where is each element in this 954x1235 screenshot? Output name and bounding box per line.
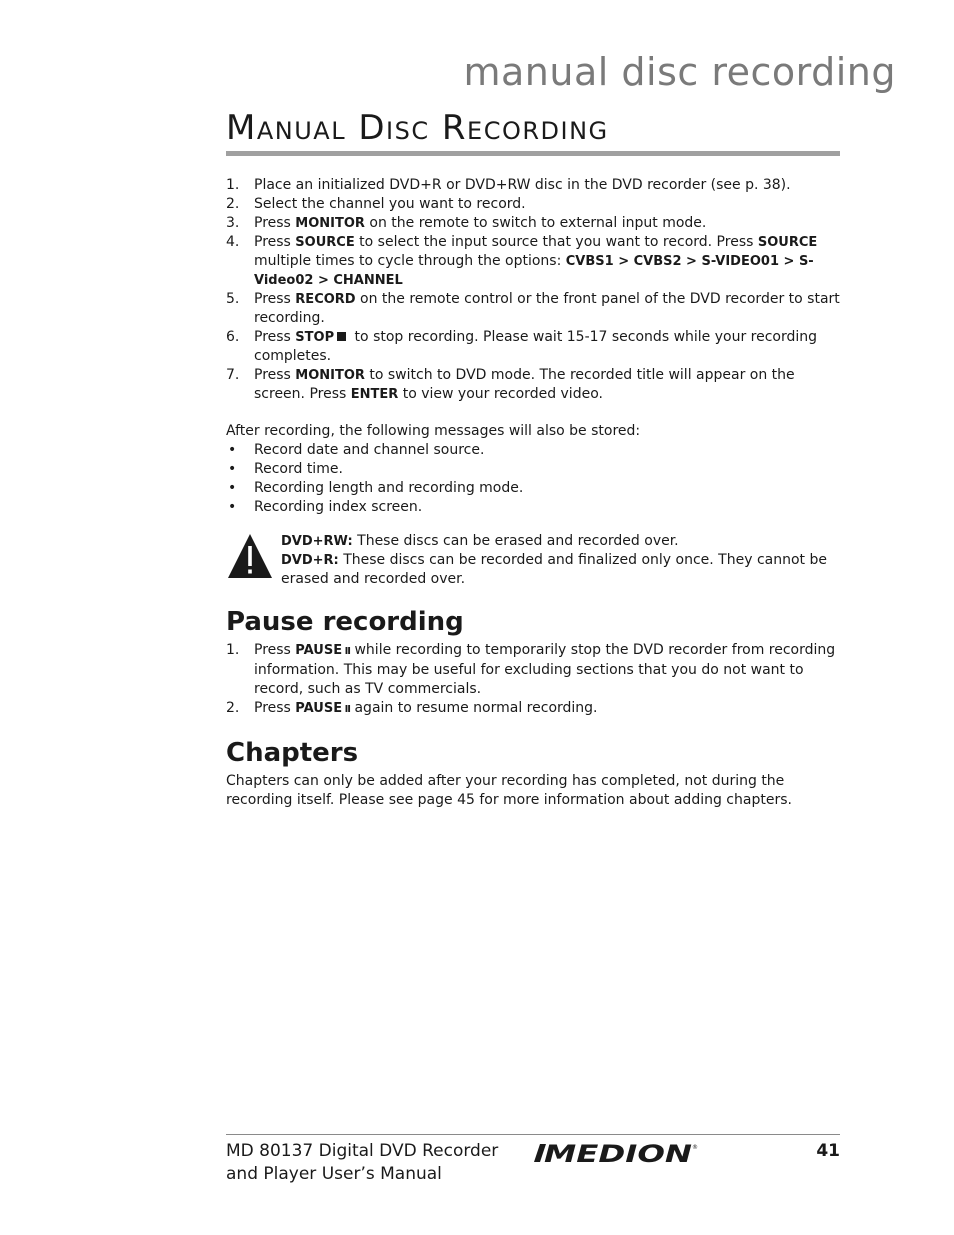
bullet-icon: • xyxy=(228,480,237,496)
step-number: 2. xyxy=(226,700,240,716)
button-name: CVBS1 > CVBS2 > S-VIDEO01 > S-Video02 > CHANNEL xyxy=(254,254,814,288)
step-text: Press xyxy=(254,700,296,716)
button-name: PAUSE xyxy=(295,643,343,658)
button-name: SOURCE xyxy=(295,235,355,250)
step-text: to select the input source that you want to record. Press xyxy=(354,234,758,250)
bullet-text: Record time. xyxy=(254,461,343,477)
step-item xyxy=(226,195,840,214)
step-item xyxy=(226,328,840,366)
pause-steps-list xyxy=(226,641,840,719)
step-number: 1. xyxy=(226,177,240,193)
bullet-text: Recording index screen. xyxy=(254,499,423,515)
bullet-icon: • xyxy=(228,499,237,515)
recording-steps-list xyxy=(226,176,840,404)
dvdr-text: These discs can be recorded and finalized only once. They cannot be erased and recorded over. xyxy=(281,552,827,587)
pause-icon: II xyxy=(342,704,351,715)
step-number: 7. xyxy=(226,367,240,383)
list-item xyxy=(226,479,840,498)
stored-messages-list xyxy=(226,441,840,517)
footer-line-2: and Player User’s Manual xyxy=(226,1164,442,1184)
warning-line-dvdrw xyxy=(281,532,840,551)
step-item xyxy=(226,233,840,290)
title-rule xyxy=(226,151,840,156)
step-item xyxy=(226,176,840,195)
list-item xyxy=(226,498,840,517)
step-item xyxy=(226,290,840,328)
page-title: Manual Disc Recording xyxy=(226,108,609,148)
footer-line-1: MD 80137 Digital DVD Recorder xyxy=(226,1141,499,1161)
bullet-text: Record date and channel source. xyxy=(254,442,485,458)
after-recording-intro: After recording, the following messages will also be stored: xyxy=(226,423,641,439)
list-item xyxy=(226,441,840,460)
page-number: 41 xyxy=(816,1141,840,1161)
step-text: Place an initialized DVD+R or DVD+RW disc in the DVD recorder (see p. 38). xyxy=(254,177,791,193)
chapters-text: Chapters can only be added after your recording has completed, not during the recording itself. Please see page 45 for more information about adding chapters. xyxy=(226,773,792,808)
button-name: RECORD xyxy=(295,292,356,307)
step-text: Press xyxy=(254,329,296,345)
button-name: STOP xyxy=(295,330,335,345)
step-number: 1. xyxy=(226,642,240,658)
step-number: 6. xyxy=(226,329,240,345)
bullet-icon: • xyxy=(228,461,237,477)
pause-recording-heading: Pause recording xyxy=(226,607,464,637)
content xyxy=(226,176,840,810)
step-number: 2. xyxy=(226,196,240,212)
warning-note xyxy=(226,532,840,589)
warning-line-dvdr xyxy=(281,551,840,589)
step-text: Press xyxy=(254,215,296,231)
step-text: to view your recorded video. xyxy=(398,386,603,402)
button-name: PAUSE xyxy=(295,701,343,716)
bullet-text: Recording length and recording mode. xyxy=(254,480,524,496)
dvdrw-label: DVD+RW: xyxy=(281,534,353,549)
svg-text:®: ® xyxy=(692,1144,698,1151)
step-text: Press xyxy=(254,291,296,307)
chapters-heading: Chapters xyxy=(226,738,359,768)
footer-rule xyxy=(226,1134,840,1135)
button-name: MONITOR xyxy=(295,216,365,231)
step-number: 4. xyxy=(226,234,240,250)
button-name: SOURCE xyxy=(757,235,818,250)
warning-triangle-icon xyxy=(226,532,274,580)
step-item xyxy=(226,699,840,719)
step-text: to switch to DVD mode. The recorded title will appear on the screen. Press xyxy=(254,367,795,402)
step-number: 3. xyxy=(226,215,240,231)
step-text: Press xyxy=(254,367,296,383)
step-text: while recording to temporarily stop the DVD recorder from recording information. This may be useful for excluding sections that you do not want to record, such as TV commercials. xyxy=(254,642,836,697)
running-head: manual disc recording xyxy=(463,50,896,94)
pause-icon: II xyxy=(342,646,351,657)
button-name: MONITOR xyxy=(295,368,365,383)
step-text: multiple times to cycle through the options: xyxy=(254,253,566,269)
stop-icon xyxy=(337,332,346,341)
step-text: on the remote control or the front panel of the DVD recorder to start recording. xyxy=(254,291,840,326)
step-number: 5. xyxy=(226,291,240,307)
dvdr-label: DVD+R: xyxy=(281,553,339,568)
step-item xyxy=(226,366,840,404)
bullet-icon: • xyxy=(228,442,237,458)
step-item xyxy=(226,214,840,233)
svg-text:MEDION: MEDION xyxy=(544,1140,692,1166)
medion-logo xyxy=(534,1140,698,1166)
step-text: on the remote to switch to external input mode. xyxy=(364,215,707,231)
step-text: Press xyxy=(254,234,296,250)
step-text: Press xyxy=(254,642,296,658)
dvdrw-text: These discs can be erased and recorded over. xyxy=(352,533,679,549)
step-text: Select the channel you want to record. xyxy=(254,196,526,212)
list-item xyxy=(226,460,840,479)
button-name: ENTER xyxy=(350,387,399,402)
step-text: to stop recording. Please wait 15-17 seconds while your recording completes. xyxy=(254,329,818,364)
step-item xyxy=(226,641,840,699)
step-text: again to resume normal recording. xyxy=(350,700,598,716)
footer-manual-title xyxy=(226,1140,506,1186)
